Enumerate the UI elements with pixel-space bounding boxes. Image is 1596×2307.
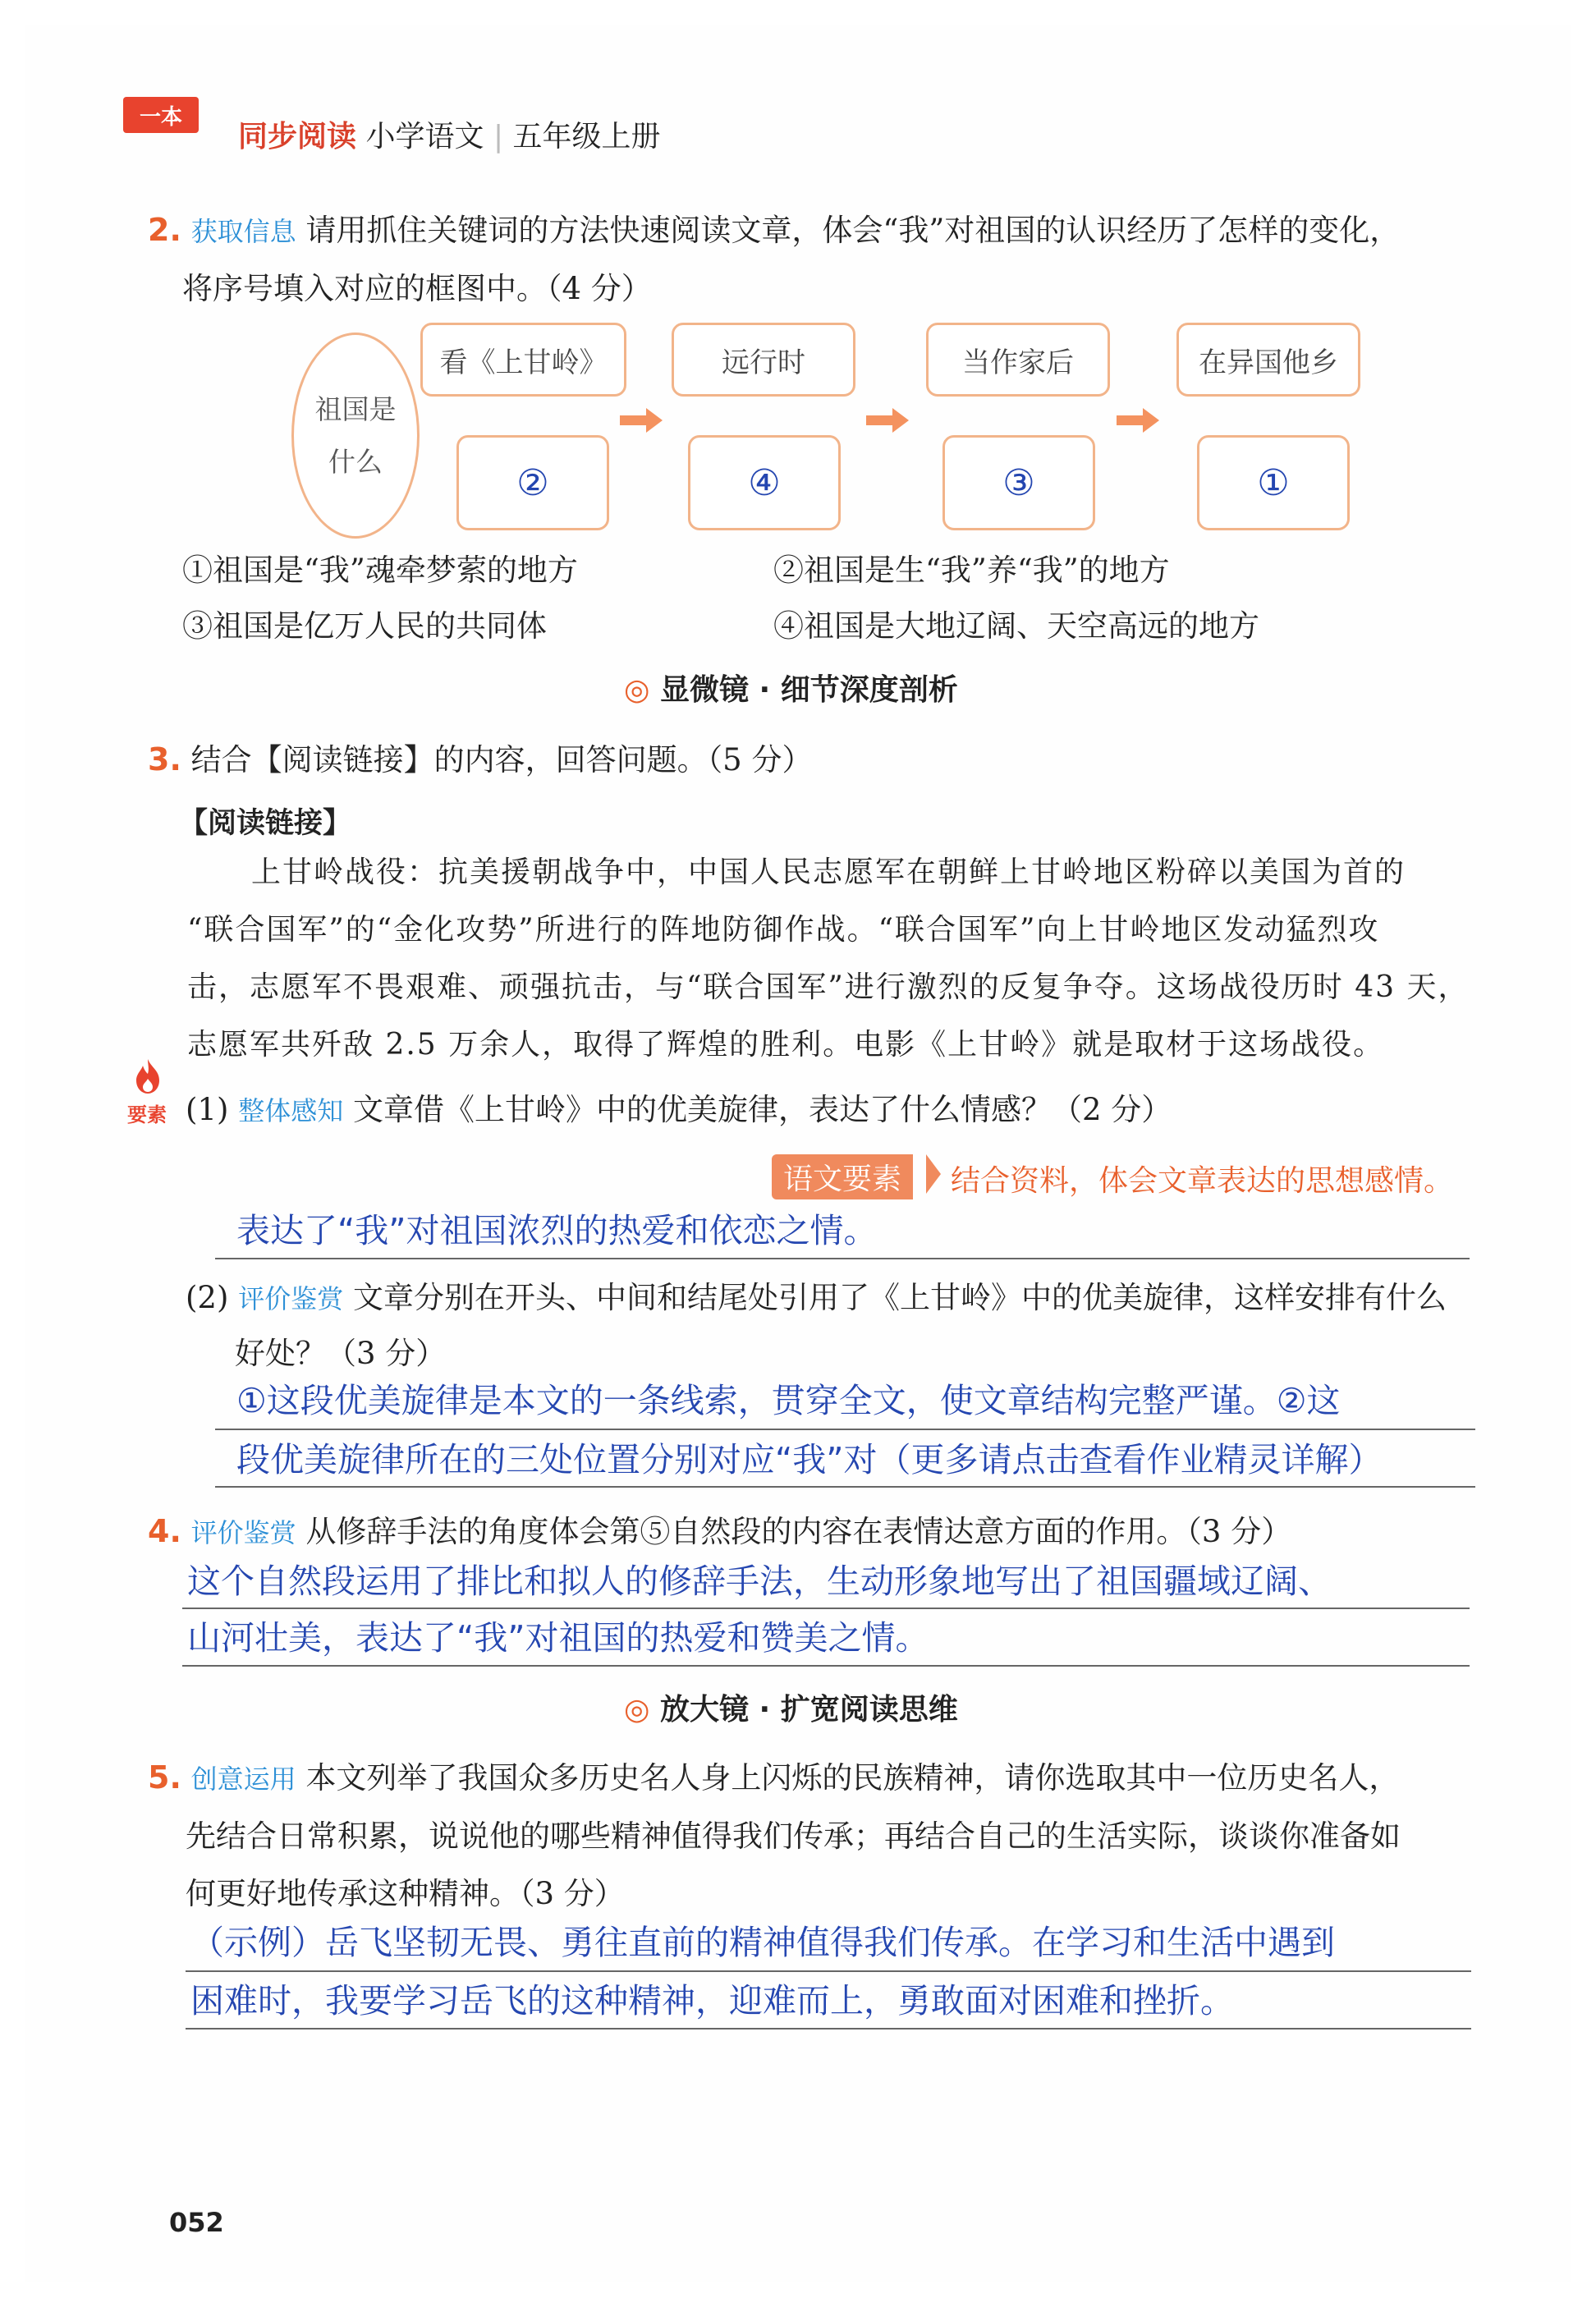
answer-box [688, 435, 841, 530]
question-tag: 评价鉴赏 [190, 1517, 296, 1548]
sub-question-number: (2) [186, 1280, 229, 1315]
section-title-magnifier [624, 1686, 958, 1728]
answer-box [1197, 435, 1350, 530]
answer-line [215, 1429, 1475, 1430]
answer-line [186, 1970, 1471, 1972]
stage-answer: ② [516, 461, 549, 504]
arrow-right-icon [866, 408, 909, 433]
answer-line [182, 1665, 1470, 1667]
answer-text: 山河壮美，表达了“我”对祖国的热爱和赞美之情。 [187, 1618, 929, 1658]
passage-line: 击，志愿军不畏艰难、顽强抗击，与“联合国军”进行激烈的反复争夺。这场战役历时 43 天， [187, 970, 1470, 1004]
chinese-element-tag: 语文要素 [772, 1154, 913, 1199]
diagram-center-line1: 祖国是 [314, 392, 397, 425]
stage-label-box [672, 323, 855, 397]
section-title-text: 显微镜 · 细节深度剖析 [659, 673, 958, 707]
stage-label: 看《上甘岭》 [439, 346, 608, 379]
option-3: ③祖国是亿万人民的共同体 [182, 608, 547, 644]
diagram-center-oval [291, 333, 420, 539]
answer-line [182, 1608, 1470, 1609]
arrow-right-icon [1117, 408, 1159, 433]
diagram-center-line2: 什么 [328, 445, 383, 478]
sub-question-prompt: 文章分别在开头、中间和结尾处引用了《上甘岭》中的优美旋律，这样安排有什么 [352, 1280, 1447, 1315]
answer-box [456, 435, 609, 530]
header-subject: 小学语文 [365, 120, 484, 154]
passage-line: 上甘岭战役：抗美援朝战争中，中国人民志愿军在朝鲜上甘岭地区粉碎以美国为首的 [251, 855, 1406, 889]
answer-text: 表达了“我”对祖国浓烈的热爱和依恋之情。 [236, 1211, 878, 1250]
reading-link-passage [187, 844, 1484, 1074]
question-2 [148, 201, 1478, 318]
passage-line: “联合国军”的“金化攻势”所进行的阵地防御作战。“联合国军”向上甘岭地区发动猛烈攻 [187, 913, 1380, 947]
answer-text: 困难时，我要学习岳飞的这种精神，迎难而上，勇敢面对困难和挫折。 [190, 1981, 1234, 2020]
answer-line [215, 1486, 1475, 1488]
question-prompt-cont: 将序号填入对应的框图中。（4 分） [182, 271, 652, 306]
question-prompt: 从修辞手法的角度体会第⑤自然段的内容在表情达意方面的作用。（3 分） [305, 1514, 1292, 1549]
option-1: ①祖国是“我”魂牵梦萦的地方 [182, 553, 578, 588]
stage-label-box [926, 323, 1110, 397]
header-series: 同步阅读 [238, 120, 357, 154]
question-prompt: 本文列举了我国众多历史名人身上闪烁的民族精神，请你选取其中一位历史名人， [305, 1760, 1400, 1796]
answer-text: 段优美旋律所在的三处位置分别对应“我”对（更多请点击查看作业精灵详解） [236, 1440, 1383, 1479]
question-4 [148, 1502, 1291, 1562]
reading-link-title: 【阅读链接】 [179, 807, 352, 840]
question-prompt-cont: 先结合日常积累，说说他的哪些精神值得我们传承；再结合自己的生活实际，谈谈你准备如 [186, 1819, 1401, 1854]
answer-box [942, 435, 1095, 530]
question-prompt: 结合【阅读链接】的内容，回答问题。（5 分） [190, 742, 813, 777]
answer-text: 这个自然段运用了排比和拟人的修辞手法，生动形象地写出了祖国疆域辽阔、 [187, 1562, 1332, 1601]
sub-question-tag: 评价鉴赏 [238, 1283, 344, 1314]
arrow-right-icon [620, 408, 663, 433]
sub-question-1 [186, 1081, 1172, 1140]
header-grade: 五年级上册 [512, 120, 661, 154]
question-tag: 获取信息 [190, 216, 296, 247]
ring-icon: ◎ [624, 673, 650, 707]
header-separator: | [493, 120, 504, 154]
question-prompt: 请用抓住关键词的方法快速阅读文章，体会“我”对祖国的认识经历了怎样的变化， [305, 213, 1401, 248]
question-prompt-cont: 何更好地传承这种精神。（3 分） [186, 1876, 625, 1911]
tag-tip-icon [926, 1154, 941, 1194]
option-4: ④祖国是大地辽阔、天空高远的地方 [773, 608, 1259, 644]
answer-text: ①这段优美旋律是本文的一条线索，贯穿全文，使文章结构完整严谨。②这 [236, 1381, 1341, 1420]
sub-question-number: (1) [186, 1092, 229, 1127]
sub-question-tag: 整体感知 [238, 1095, 344, 1126]
badge-yaosu: 要素 [127, 1103, 167, 1126]
section-title-microscope [624, 667, 958, 709]
ring-icon: ◎ [624, 1693, 650, 1727]
sub-question-2 [186, 1269, 1447, 1328]
stage-label: 远行时 [722, 346, 805, 379]
question-number: 4. [148, 1513, 181, 1549]
question-5 [148, 1749, 1486, 1923]
stage-label: 在异国他乡 [1199, 346, 1338, 379]
question-number: 5. [148, 1759, 181, 1796]
flame-icon [131, 1057, 164, 1095]
passage-line: 志愿军共歼敌 2.5 万余人，取得了辉煌的胜利。电影《上甘岭》就是取材于这场战役。 [187, 1028, 1385, 1062]
question-number: 2. [148, 212, 181, 248]
option-2: ②祖国是生“我”养“我”的地方 [773, 553, 1170, 588]
stage-label-box [420, 323, 626, 397]
section-title-text: 放大镜 · 扩宽阅读思维 [659, 1693, 958, 1727]
stage-answer: ① [1257, 461, 1290, 504]
stage-label-box [1176, 323, 1360, 397]
answer-text: （示例）岳飞坚韧无畏、勇往直前的精神值得我们传承。在学习和生活中遇到 [190, 1923, 1335, 1962]
chinese-element-note: 结合资料，体会文章表达的思想感情。 [951, 1164, 1454, 1198]
sub-question-prompt: 文章借《上甘岭》中的优美旋律，表达了什么情感？（2 分） [352, 1092, 1172, 1127]
answer-line [186, 2028, 1471, 2030]
header-title [238, 113, 661, 155]
logo: 一本 [123, 97, 199, 133]
question-3 [148, 731, 812, 789]
question-tag: 创意运用 [190, 1764, 296, 1795]
answer-line [215, 1258, 1470, 1259]
page-number: 052 [169, 2207, 224, 2238]
question-number: 3. [148, 741, 181, 777]
stage-answer: ④ [748, 461, 781, 504]
sub-question-prompt-cont: 好处？（3 分） [235, 1336, 447, 1371]
stage-answer: ③ [1002, 461, 1035, 504]
stage-label: 当作家后 [962, 346, 1074, 379]
